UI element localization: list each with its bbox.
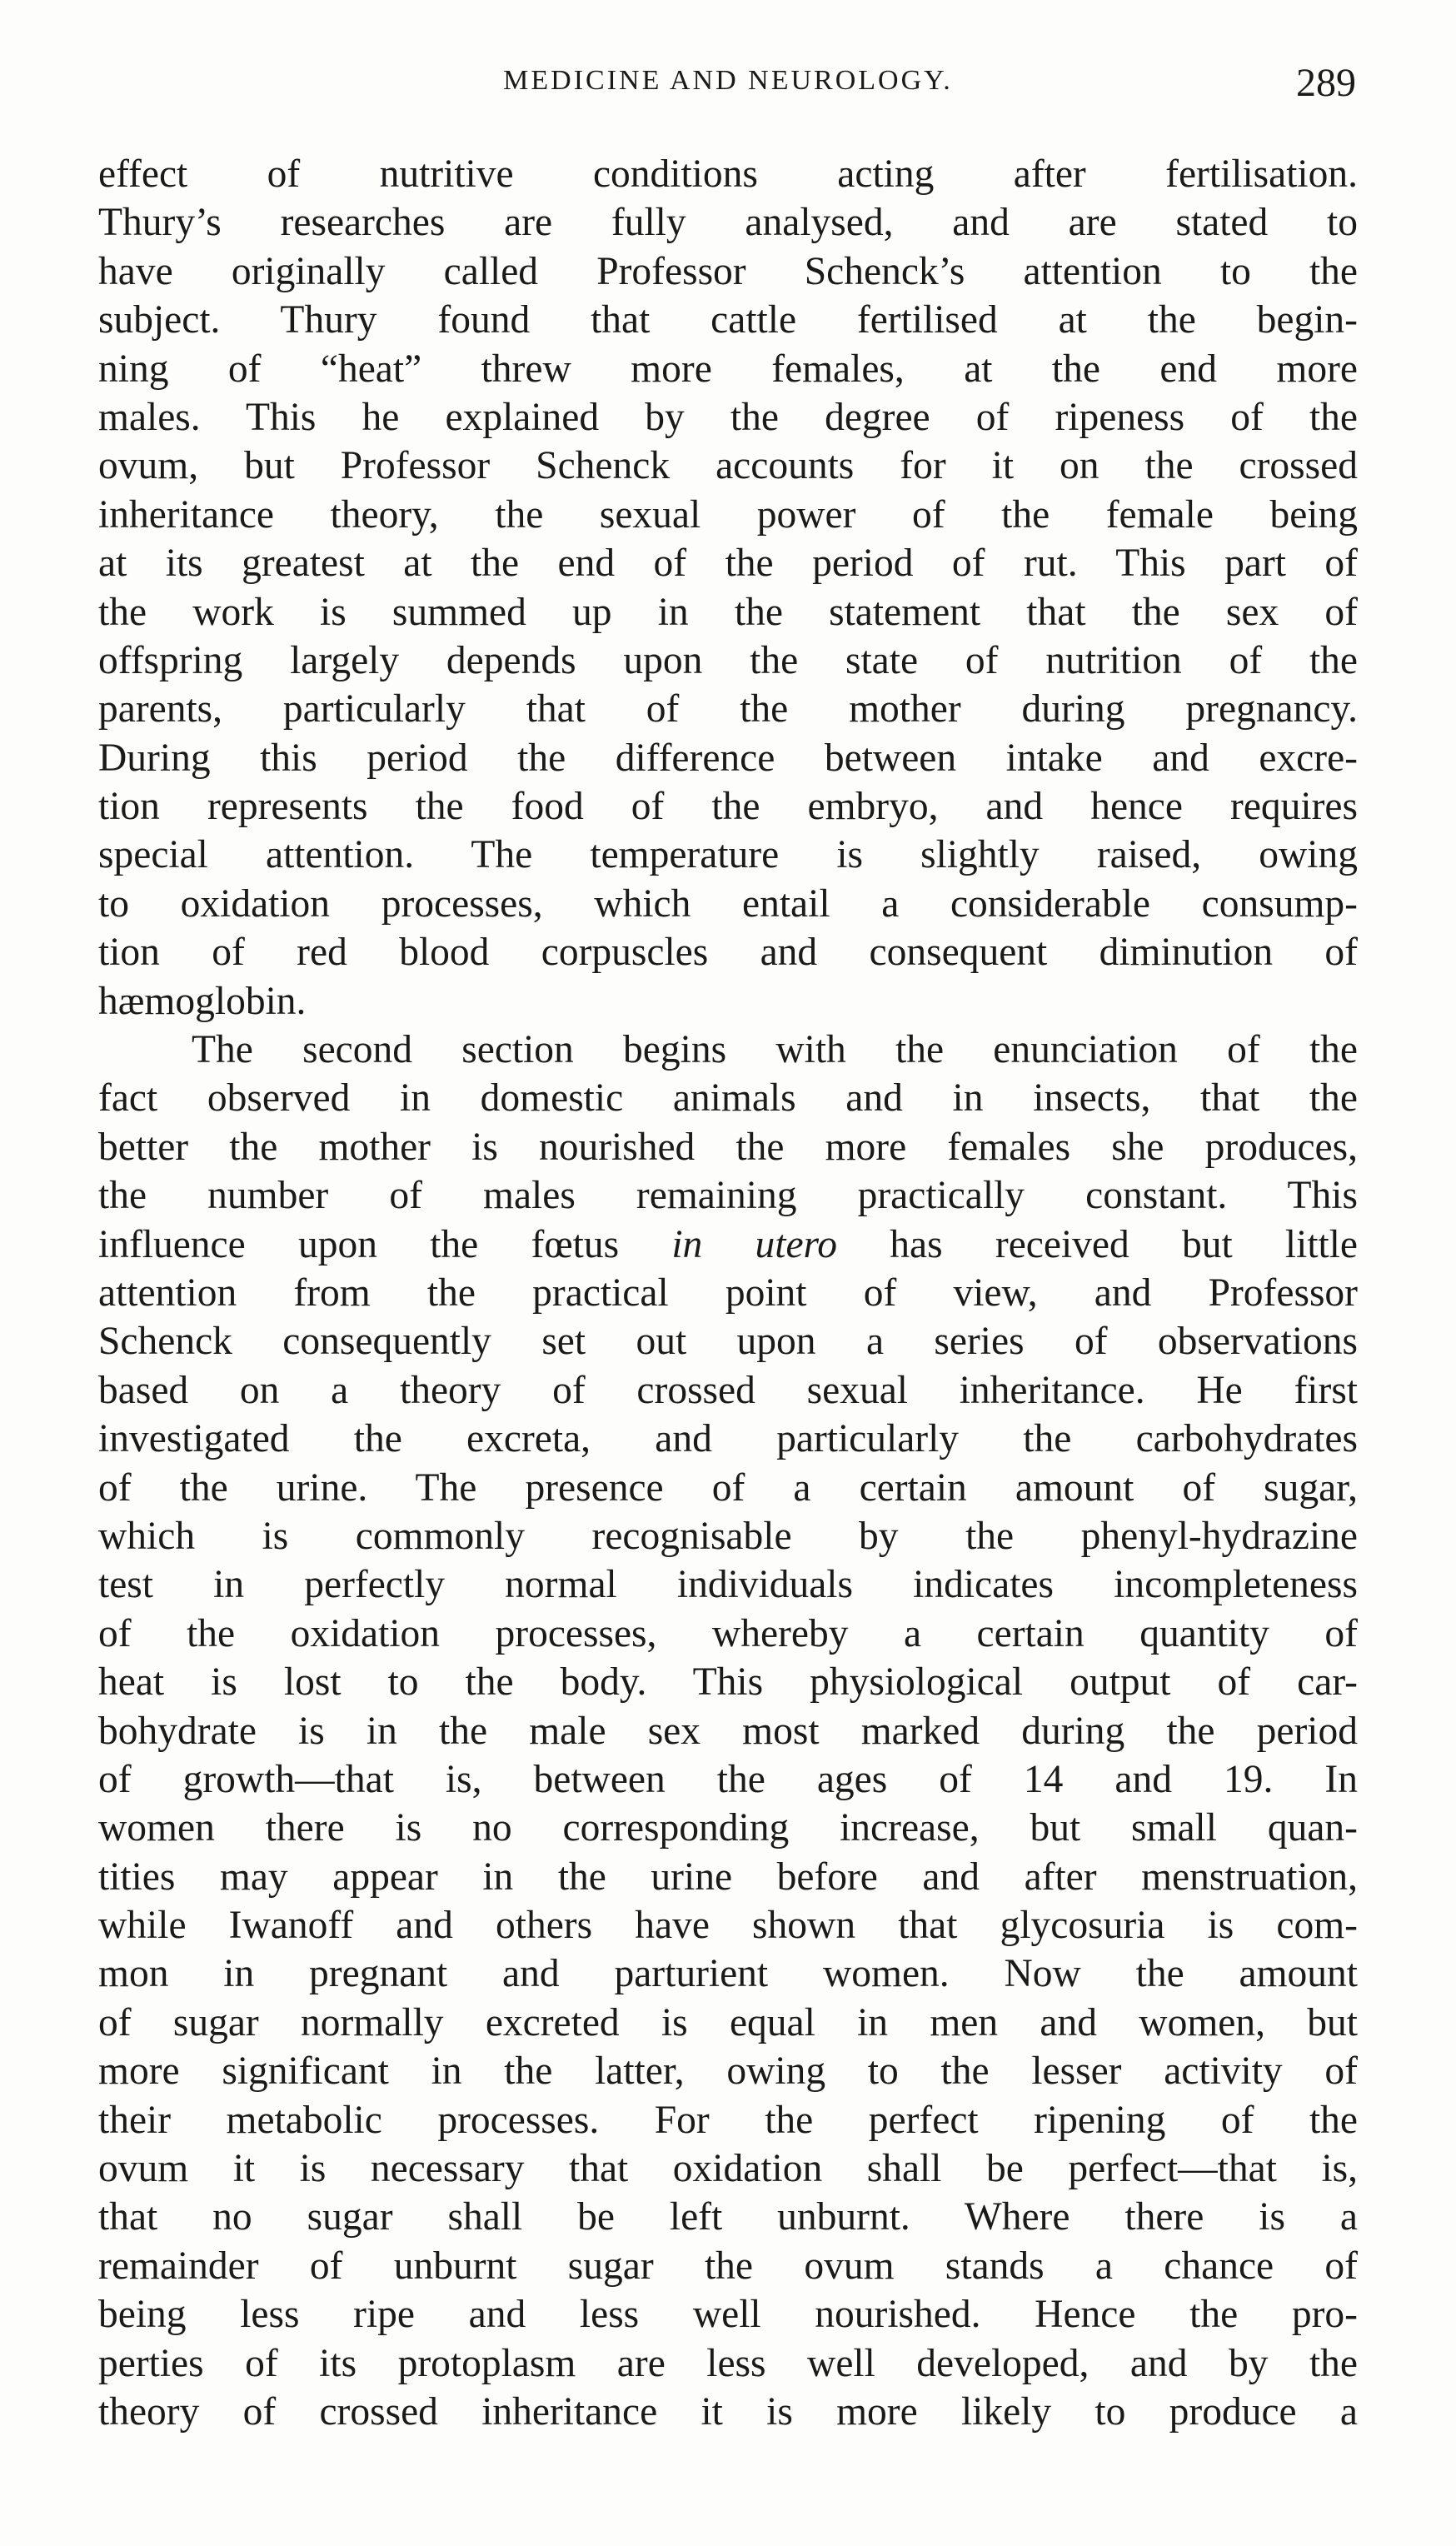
text-line: remainder of unburnt sugar the ovum stands a chance of (98, 2244, 1358, 2288)
text-line: parents, particularly that of the mother during pregnancy. (98, 687, 1358, 731)
text-line: perties of its protoplasm are less well developed, and by the (98, 2341, 1358, 2385)
text-segment: has received but little (837, 1222, 1358, 1266)
text-line: tities may appear in the urine before and after menstruation, (98, 1855, 1358, 1899)
text-line: hæmoglobin. (98, 979, 307, 1023)
text-line: heat is lost to the body. This physiological output of car- (98, 1660, 1358, 1705)
text-line: Thury’s researches are fully analysed, and are stated to (98, 201, 1358, 245)
text-line: of sugar normally excreted is equal in men and women, but (98, 2000, 1358, 2044)
text-line: tion represents the food of the embryo, and hence requires (98, 785, 1358, 829)
text-line: males. This he explained by the degree of ripeness of the (98, 395, 1358, 439)
paragraph-first-line: The second section begins with the enunciation of the (192, 1028, 1358, 1072)
text-line: bohydrate is in the male sex most marked during the period (98, 1709, 1358, 1753)
text-line: their metabolic processes. For the perfect ripening of the (98, 2098, 1358, 2142)
text-line: ovum, but Professor Schenck accounts for it on the crossed (98, 444, 1358, 488)
text-line: of growth—that is, between the ages of 14 and 19. In (98, 1757, 1358, 1801)
text-line: mon in pregnant and parturient women. Now the amount (98, 1952, 1358, 1996)
text-line: better the mother is nourished the more females she produces, (98, 1125, 1358, 1169)
text-line: based on a theory of crossed sexual inheritance. He first (98, 1368, 1358, 1412)
text-line: more significant in the latter, owing to the lesser activity of (98, 2049, 1358, 2094)
text-line: fact observed in domestic animals and in insects, that the (98, 1076, 1358, 1121)
body-text (98, 150, 1358, 2436)
text-line: while Iwanoff and others have shown that glycosuria is com- (98, 1904, 1358, 1948)
page-number: 289 (1296, 61, 1356, 105)
text-line: ning of “heat” threw more females, at the end more (98, 347, 1358, 391)
text-line: tion of red blood corpuscles and consequent diminution of (98, 931, 1358, 975)
running-head (100, 60, 1356, 110)
text-line: During this period the difference between intake and excre- (98, 736, 1358, 780)
text-line: investigated the excreta, and particularly the carbohydrates (98, 1417, 1358, 1461)
text-line: effect of nutritive conditions acting after fertilisation. (98, 152, 1358, 196)
text-line: of the oxidation processes, whereby a certain quantity of (98, 1611, 1358, 1655)
running-title: MEDICINE AND NEUROLOGY. (503, 65, 953, 96)
text-line: ovum it is necessary that oxidation shall be perfect—that is, (98, 2147, 1358, 2191)
text-line: attention from the practical point of view, and Professor (98, 1271, 1358, 1315)
text-line: subject. Thury found that cattle fertilised at the begin- (98, 298, 1358, 342)
text-line: being less ripe and less well nourished. Hence the pro- (98, 2293, 1358, 2337)
text-line: theory of crossed inheritance it is more likely to produce a (98, 2389, 1358, 2434)
text-line: at its greatest at the end of the period of rut. This part of (98, 542, 1358, 586)
text-line: have originally called Professor Schenck’s attention to the (98, 249, 1358, 293)
text-line: the number of males remaining practically constant. This (98, 1174, 1358, 1218)
italic-phrase: in utero (671, 1222, 838, 1266)
text-line: offspring largely depends upon the state of nutrition of the (98, 638, 1358, 682)
text-line: the work is summed up in the statement that the sex of (98, 590, 1358, 634)
text-line: inheritance theory, the sexual power of the female being (98, 492, 1358, 537)
text-line-with-italic (98, 1221, 1358, 1269)
text-line: of the urine. The presence of a certain amount of sugar, (98, 1465, 1358, 1510)
text-line: test in perfectly normal individuals indicates incompleteness (98, 1563, 1358, 1607)
text-line: that no sugar shall be left unburnt. Where there is a (98, 2195, 1358, 2239)
text-line: to oxidation processes, which entail a considerable consump- (98, 881, 1358, 926)
text-line: women there is no corresponding increase, but small quan- (98, 1806, 1358, 1850)
text-line: Schenck consequently set out upon a series of observations (98, 1320, 1358, 1364)
text-line: special attention. The temperature is slightly raised, owing (98, 833, 1358, 877)
text-segment: influence upon the fœtus (98, 1222, 672, 1266)
text-line: which is commonly recognisable by the phenyl-hydrazine (98, 1514, 1358, 1558)
